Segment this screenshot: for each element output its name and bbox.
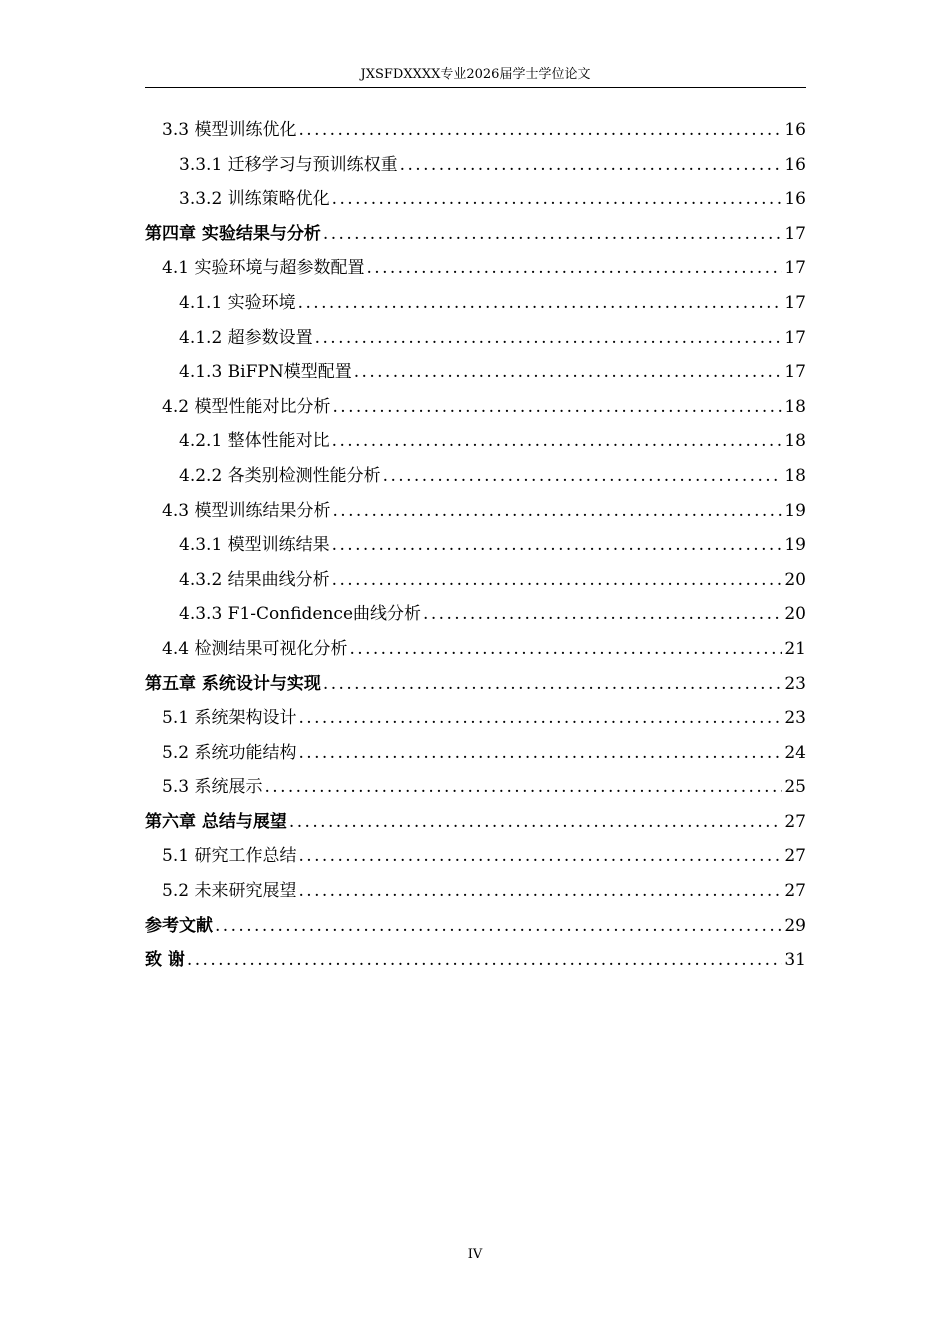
toc-entry-page: 20 bbox=[784, 604, 806, 625]
toc-entry-title: 致 谢 bbox=[145, 950, 185, 971]
toc-entry[interactable] bbox=[145, 701, 806, 736]
toc-entry-page: 17 bbox=[784, 223, 806, 244]
toc-entry-page: 23 bbox=[784, 673, 806, 694]
toc-entry-page: 17 bbox=[784, 292, 806, 313]
toc-entry[interactable] bbox=[145, 321, 806, 356]
dot-leader bbox=[332, 390, 782, 425]
toc-entry-title: 4.3.1 模型训练结果 bbox=[179, 535, 330, 556]
toc-entry-title: 4.3.3 F1-Confidence曲线分析 bbox=[179, 604, 422, 625]
toc-entry-title: 参考文献 bbox=[145, 915, 213, 936]
toc-entry-page: 17 bbox=[784, 327, 806, 348]
dot-leader bbox=[298, 701, 782, 736]
dot-leader bbox=[332, 528, 783, 563]
toc-entry-title: 3.3.1 迁移学习与预训练权重 bbox=[179, 154, 398, 175]
toc-entry[interactable] bbox=[145, 424, 806, 459]
toc-entry-page: 27 bbox=[784, 811, 806, 832]
toc-entry-page: 23 bbox=[784, 708, 806, 729]
dot-leader bbox=[383, 459, 783, 494]
toc-entry[interactable] bbox=[145, 563, 806, 598]
toc-entry[interactable] bbox=[145, 355, 806, 390]
dot-leader bbox=[349, 632, 782, 667]
toc-entry-title: 3.3 模型训练优化 bbox=[162, 120, 297, 140]
dot-leader bbox=[315, 321, 783, 356]
toc-entry-page: 16 bbox=[784, 120, 806, 140]
table-of-contents bbox=[145, 113, 806, 978]
toc-entry[interactable] bbox=[145, 217, 806, 252]
toc-entry-title: 5.1 研究工作总结 bbox=[162, 846, 297, 867]
toc-entry-page: 18 bbox=[784, 465, 806, 486]
toc-entry[interactable] bbox=[145, 113, 806, 148]
dot-leader bbox=[366, 251, 782, 286]
toc-entry-title: 4.1.2 超参数设置 bbox=[179, 327, 313, 348]
toc-entry-title: 4.2 模型性能对比分析 bbox=[162, 396, 331, 417]
dot-leader bbox=[289, 805, 782, 840]
toc-entry-page: 21 bbox=[784, 638, 806, 659]
toc-entry[interactable] bbox=[145, 148, 806, 183]
toc-entry-title: 4.2.1 整体性能对比 bbox=[179, 431, 330, 452]
dot-leader bbox=[354, 355, 783, 390]
toc-entry-title: 4.2.2 各类别检测性能分析 bbox=[179, 465, 381, 486]
toc-entry[interactable] bbox=[145, 943, 806, 978]
toc-entry-title: 第四章 实验结果与分析 bbox=[145, 223, 321, 244]
toc-entry[interactable] bbox=[145, 597, 806, 632]
toc-entry-page: 19 bbox=[784, 535, 806, 556]
toc-entry-page: 27 bbox=[784, 881, 806, 902]
dot-leader bbox=[423, 597, 782, 632]
toc-entry-title: 3.3.2 训练策略优化 bbox=[179, 189, 330, 210]
toc-entry[interactable] bbox=[145, 839, 806, 874]
toc-entry-title: 4.3.2 结果曲线分析 bbox=[179, 569, 330, 590]
toc-entry-title: 5.1 系统架构设计 bbox=[162, 708, 297, 729]
toc-entry[interactable] bbox=[145, 632, 806, 667]
dot-leader bbox=[400, 148, 783, 183]
dot-leader bbox=[332, 494, 782, 529]
dot-leader bbox=[187, 943, 782, 978]
toc-entry[interactable] bbox=[145, 909, 806, 944]
toc-entry-title: 4.1.1 实验环境 bbox=[179, 292, 296, 313]
toc-entry[interactable] bbox=[145, 770, 806, 805]
toc-entry-page: 16 bbox=[784, 189, 806, 210]
toc-entry[interactable] bbox=[145, 528, 806, 563]
toc-entry-page: 18 bbox=[784, 396, 806, 417]
page-number: IV bbox=[467, 1247, 483, 1262]
dot-leader bbox=[323, 217, 782, 252]
dot-leader bbox=[298, 286, 783, 321]
dot-leader bbox=[332, 424, 783, 459]
toc-entry[interactable] bbox=[145, 182, 806, 217]
dot-leader bbox=[298, 736, 782, 771]
dot-leader bbox=[264, 770, 782, 805]
toc-entry-page: 31 bbox=[784, 950, 806, 971]
dot-leader bbox=[215, 909, 782, 944]
dot-leader bbox=[332, 182, 783, 217]
toc-entry-page: 24 bbox=[784, 742, 806, 763]
toc-entry-title: 5.2 未来研究展望 bbox=[162, 881, 297, 902]
dot-leader bbox=[298, 113, 782, 148]
dot-leader bbox=[332, 563, 783, 598]
running-header: JXSFDXXXX专业2026届学士学位论文 bbox=[360, 67, 591, 82]
toc-entry-title: 5.3 系统展示 bbox=[162, 777, 263, 798]
toc-entry-page: 17 bbox=[784, 362, 806, 383]
toc-entry[interactable] bbox=[145, 390, 806, 425]
toc-entry[interactable] bbox=[145, 286, 806, 321]
toc-entry-title: 第六章 总结与展望 bbox=[145, 811, 287, 832]
toc-entry-page: 16 bbox=[784, 154, 806, 175]
toc-entry-page: 29 bbox=[784, 915, 806, 936]
toc-entry[interactable] bbox=[145, 736, 806, 771]
toc-entry-page: 20 bbox=[784, 569, 806, 590]
toc-entry[interactable] bbox=[145, 251, 806, 286]
header-divider bbox=[145, 87, 806, 88]
toc-entry[interactable] bbox=[145, 667, 806, 702]
toc-entry[interactable] bbox=[145, 805, 806, 840]
toc-entry-title: 4.1 实验环境与超参数配置 bbox=[162, 258, 365, 279]
dot-leader bbox=[298, 874, 782, 909]
toc-entry-page: 17 bbox=[784, 258, 806, 279]
toc-entry-title: 5.2 系统功能结构 bbox=[162, 742, 297, 763]
dot-leader bbox=[323, 667, 782, 702]
toc-entry-title: 4.3 模型训练结果分析 bbox=[162, 500, 331, 521]
toc-entry-title: 4.1.3 BiFPN模型配置 bbox=[179, 362, 352, 383]
toc-entry[interactable] bbox=[145, 494, 806, 529]
toc-entry[interactable] bbox=[145, 459, 806, 494]
toc-entry[interactable] bbox=[145, 874, 806, 909]
toc-entry-title: 第五章 系统设计与实现 bbox=[145, 673, 321, 694]
dot-leader bbox=[298, 839, 782, 874]
toc-entry-page: 18 bbox=[784, 431, 806, 452]
toc-entry-page: 27 bbox=[784, 846, 806, 867]
toc-entry-page: 19 bbox=[784, 500, 806, 521]
toc-entry-page: 25 bbox=[784, 777, 806, 798]
toc-entry-title: 4.4 检测结果可视化分析 bbox=[162, 638, 348, 659]
